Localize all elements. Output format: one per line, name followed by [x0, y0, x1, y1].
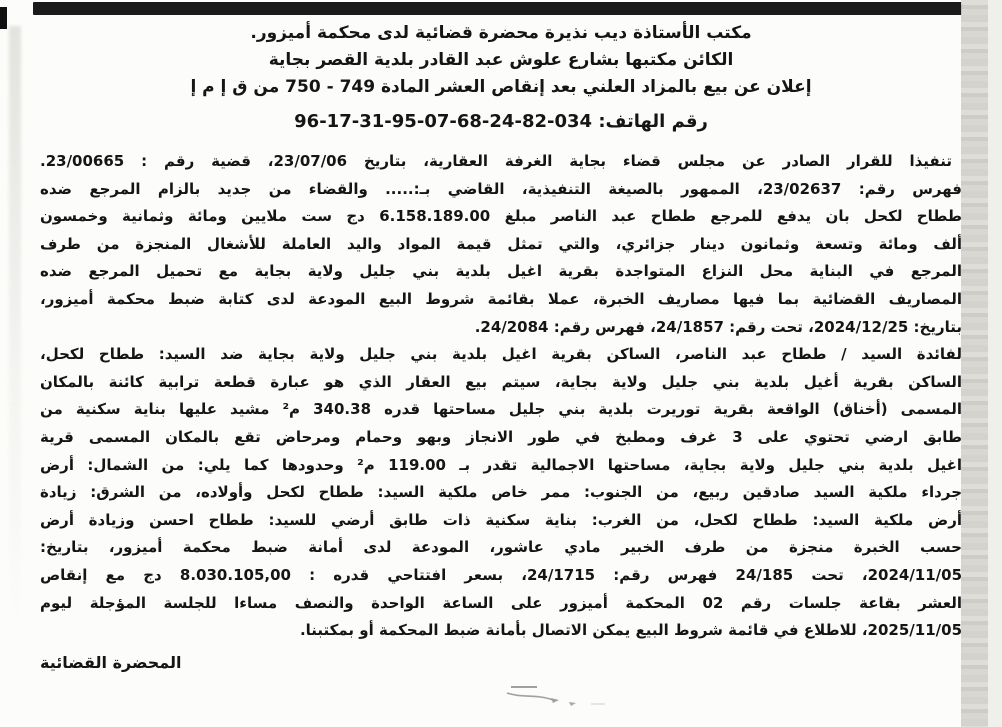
body-line: طابق ارضي تحتوي على 3 غرف ومطبخ في طور الانجاز وبهو وحمام ومرحاض تقع بالمكان المسمى قرية [40, 427, 963, 446]
office-address-line: الكائن مكتبها بشارع علوش عبد القادر بلدية القصر بجاية [268, 50, 734, 70]
body-line: حسب الخبرة منجزة من طرف الخبير مادي عاشور، المودعة لدى أمانة ضبط محكمة أميزور، بتاريخ: [40, 538, 962, 557]
body-line: تنفيذا للقرار الصادر عن مجلس قضاء بجاية الغرفة العقارية، بتاريخ 23/07/06، قضية رقم : 23/00665. [40, 152, 952, 170]
document-header [40, 20, 962, 136]
body-line: جرداء ملكية السيد صادقين ربيع، من الجنوب: ممر خاص ملكية السيد: ططاح لكحل وأولاده، من الشرق: زيادة [40, 483, 962, 502]
handwritten-mark [503, 680, 633, 712]
body-line: بتاريخ: 2024/12/25، تحت رقم: 24/1857، فهرس رقم: 24/2084. [474, 317, 962, 336]
body-line: ططاح لكحل بان يدفع للمرجع ططاح عبد الناصر مبلغ 6.158.189.00 دج ست ملايين ومائة وثمانية وخمسون [40, 207, 962, 226]
document-body [40, 148, 962, 645]
body-line: العشر بقاعة جلسات رقم 02 المحكمة أميزور على الساعة الواحدة والنصف مساءا للجلسة المؤجلة ليوم [40, 593, 962, 612]
body-line: المرجع في البناية محل النزاع المتواجدة بقرية اغيل بلدية بني جليل ولاية بجاية مع تحميل المرجع ضده [40, 262, 962, 281]
body-line: اغيل بلدية بني جليل ولاية بجاية، مساحتها الاجمالية تقدر بـ 119.00 م² وحدودها كما يلي: من الشمال: أرض [40, 455, 962, 474]
body-line: لفائدة السيد / ططاح عبد الناصر، الساكن بقرية اغيل بلدية بني جليل ولاية بجاية ضد السيد: ططاح لكحل، [40, 345, 962, 364]
body-line: المسمى (أخناق) الواقعة بقرية توريرت بلدية بني جليل مساحتها قدره 340.38 م² مشيد عليها بناية سكنية من [40, 400, 962, 419]
body-line: 2024/11/05، تحت 24/185 فهرس رقم: 24/1715، بسعر افتتاحي قدره : 8.030.105,00 دج مع إنقاص [40, 565, 963, 584]
scan-artifact-page-edge [961, 0, 988, 727]
scan-artifact-page-margin [988, 0, 1002, 727]
body-line: الساكن بقرية أغيل بلدية بني جليل ولاية بجاية، سيتم بيع العقار الذي هو عبارة قطعة ترابية كائنة بالمكان [40, 372, 962, 391]
scan-artifact-top-bar [33, 2, 962, 15]
body-line: ألف ومائة وتسعة وثمانون دينار جزائري، والتي تمثل قيمة المواد واليد العاملة للأشغال المنجزة من طرف [40, 234, 962, 253]
phone-label: رقم الهاتف: [598, 111, 708, 132]
scan-artifact-left-streak [9, 26, 21, 626]
document-content [40, 20, 962, 676]
phone-line [40, 108, 962, 136]
body-line: أرض ملكية السيد: ططاح لكحل، من الغرب: بناية سكنية ذات طابق أرضي للسيد: ططاح احسن وزيادة أرض [40, 510, 962, 529]
body-line: 2025/11/05، للاطلاع في قائمة شروط البيع يمكن الاتصال بأمانة ضبط المحكمة أو بمكتبنا. [299, 621, 962, 640]
body-line: المصاريف القضائية بما فيها مصاريف الخبرة، عملا بقائمة شروط البيع المودعة لدى كتابة ضبط محكمة أميزور، [40, 289, 962, 308]
office-name-line: مكتب الأستاذة ديب نذيرة محضرة قضائية لدى محكمة أميزور. [250, 23, 752, 43]
auction-title-line: إعلان عن بيع بالمزاد العلني بعد إنقاص العشر المادة 749 - 750 من ق إ م إ [190, 77, 812, 97]
signature-line: المحضرة القضائية [40, 652, 182, 672]
phone-number: 034-82-24-68-07-95-31-17-96 [294, 111, 593, 132]
body-line: فهرس رقم: 23/02637، الممهور بالصيغة التنفيذية، القاضي بـ:..... والقضاء من جديد بالزام المرجع ضده [40, 179, 962, 198]
scan-artifact-left-mark [0, 7, 7, 29]
